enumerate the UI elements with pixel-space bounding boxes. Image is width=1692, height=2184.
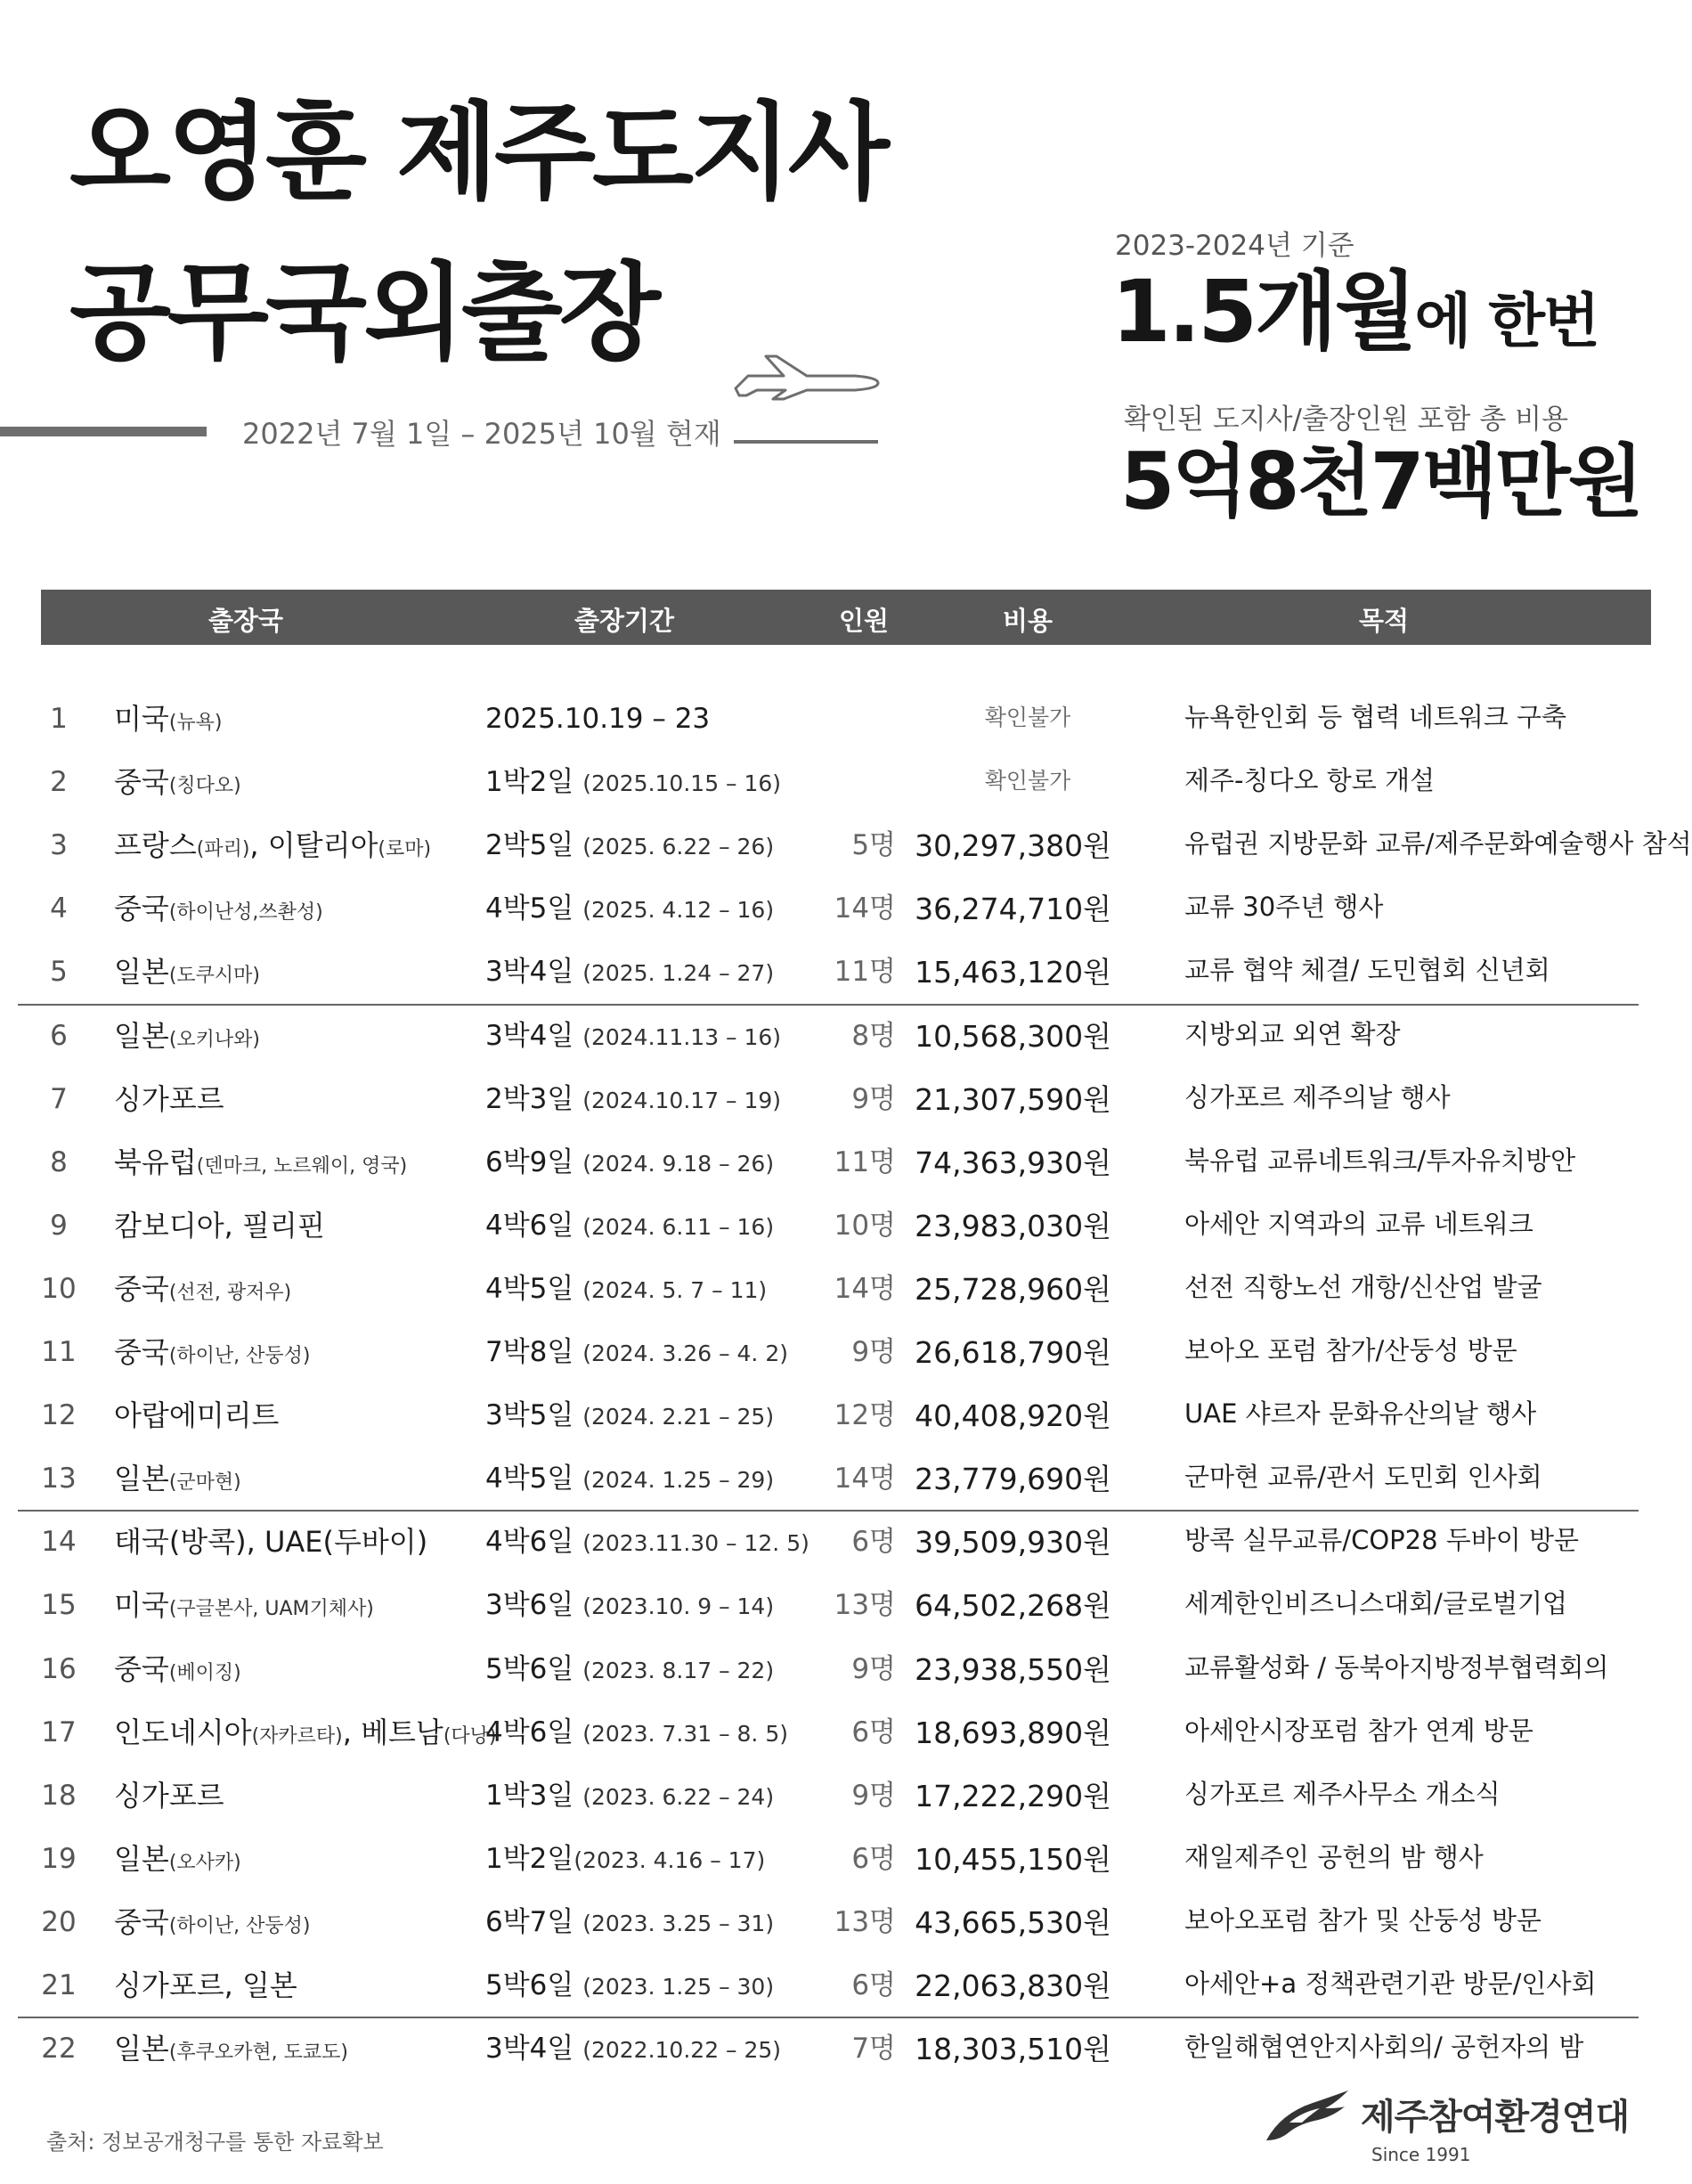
purpose-cell: 아세안+a 정책관련기관 방문/인사회 (1184, 1968, 1597, 1999)
column-header-purpose: 목적 (1358, 606, 1410, 636)
table-row (0, 689, 1692, 752)
period-cell (485, 830, 774, 860)
period-dates: (2024.10.17 – 19) (582, 1088, 782, 1113)
row-number-text: 1 (50, 703, 68, 735)
period-cell (485, 767, 781, 797)
country-detail: (칭다오) (168, 775, 241, 797)
period-dates: (2022.10.22 – 25) (582, 2037, 782, 2063)
people-cell: 6명 (851, 1843, 896, 1875)
country-name: 일본 (114, 1019, 169, 1053)
period-nights: 1박3일 (485, 1780, 583, 1812)
row-number-text: 15 (41, 1589, 77, 1621)
country-cell (114, 704, 223, 735)
period-nights: 3박5일 (485, 1399, 583, 1431)
period-dates: (2023. 1.25 – 30) (582, 1974, 775, 2000)
airplane-icon (730, 349, 882, 401)
period-cell (485, 1590, 774, 1620)
country-detail: (하이난, 산둥성) (168, 1345, 311, 1367)
country-cell (114, 1717, 497, 1748)
total-cost-value: 5억8천7백만원 (1120, 436, 1641, 527)
country-cell (114, 1147, 407, 1178)
people-cell: 11명 (834, 956, 896, 988)
people-cell: 13명 (834, 1589, 896, 1621)
period-dates: (2023. 7.31 – 8. 5) (582, 1721, 788, 1747)
table-row (0, 942, 1692, 1005)
period-nights: 4박5일 (485, 1463, 583, 1495)
table-row (0, 1449, 1692, 1512)
purpose-cell: 아세안시장포럼 참가 연계 방문 (1184, 1715, 1533, 1746)
cost-cell: 64,502,268원 (915, 1588, 1111, 1623)
country-name: 미국 (114, 702, 169, 736)
year-separator (18, 1004, 1639, 1006)
country-cell (114, 1781, 224, 1812)
table-row (0, 1323, 1692, 1385)
country-detail: (파리) (196, 838, 250, 860)
people-cell: 6명 (851, 1716, 896, 1748)
people-cell: 6명 (851, 1969, 896, 2001)
cost-cell: 23,938,550원 (915, 1652, 1111, 1687)
cost-cell: 10,455,150원 (915, 1842, 1111, 1877)
title-line-1: 오영훈 제주도지사 (69, 91, 886, 214)
period-dates: (2024. 6.11 – 16) (582, 1214, 775, 1240)
purpose-cell: 제주-칭다오 항로 개설 (1184, 765, 1436, 795)
row-number-text: 7 (50, 1083, 68, 1115)
frequency-highlight (1111, 262, 1598, 362)
country-name: 일본 (114, 955, 169, 989)
period-nights: 2025.10.19 – 23 (485, 703, 711, 735)
period-cell (485, 1084, 781, 1114)
people-cell: 10명 (834, 1210, 896, 1242)
people-cell: 14명 (834, 1273, 896, 1305)
period-nights: 4박6일 (485, 1210, 583, 1242)
period-nights: 2박5일 (485, 829, 583, 861)
period-nights: 6박7일 (485, 1906, 583, 1938)
purpose-cell: 교류활성화 / 동북아지방정부협력회의 (1184, 1652, 1609, 1683)
country-detail-2: (로마) (378, 838, 432, 860)
title-line-2: 공무국외출장 (69, 251, 657, 374)
row-number-text: 4 (50, 892, 68, 925)
org-name: 제주참여환경연대 (1361, 2097, 1630, 2138)
period-dates: (2023. 6.22 – 24) (582, 1784, 775, 1810)
row-number-text: 13 (41, 1463, 77, 1495)
period-nights: 1박2일 (485, 1843, 574, 1875)
country-cell (114, 767, 241, 798)
purpose-cell: 유럽권 지방문화 교류/제주문화예술행사 참석 (1184, 828, 1692, 859)
purpose-cell: 교류 30주년 행사 (1184, 892, 1384, 922)
period-nights: 4박5일 (485, 892, 583, 925)
purpose-cell: 북유럽 교류네트워크/투자유치방안 (1184, 1145, 1576, 1176)
period-nights: 3박4일 (485, 956, 583, 988)
period-cell (485, 957, 774, 987)
purpose-cell: 보아오 포럼 참가/산둥성 방문 (1184, 1335, 1517, 1365)
period-cell (485, 1527, 809, 1557)
purpose-cell: 지방외교 외연 확장 (1184, 1019, 1401, 1049)
purpose-cell: 세계한인비즈니스대회/글로벌기업 (1184, 1588, 1567, 1618)
table-row (0, 879, 1692, 941)
country-name: 인도네시아 (114, 1715, 252, 1749)
table-row (0, 1196, 1692, 1259)
country-name-2: , 베트남 (342, 1715, 443, 1749)
year-separator (18, 2017, 1639, 2018)
country-name: 캄보디아, 필리핀 (114, 1209, 325, 1243)
country-cell (114, 1084, 224, 1115)
country-name: 일본 (114, 1842, 169, 1876)
country-detail: (오키나와) (168, 1029, 261, 1051)
table-row (0, 1386, 1692, 1448)
row-number-text: 16 (41, 1653, 77, 1685)
country-detail: (후쿠오카현, 도쿄도) (168, 2041, 348, 2064)
cost-cell: 40,408,920원 (915, 1398, 1111, 1433)
country-name: 싱가포르 (114, 1082, 224, 1116)
country-cell (114, 830, 431, 861)
table-row (0, 1830, 1692, 1892)
table-row (0, 816, 1692, 878)
country-name: 태국(방콕), UAE(두바이) (114, 1525, 428, 1559)
cost-cell: 확인불가 (984, 768, 1071, 794)
country-name: 중국 (114, 765, 169, 799)
country-cell (114, 957, 260, 988)
country-detail: (뉴욕) (168, 712, 223, 734)
period-nights: 3박4일 (485, 1020, 583, 1052)
country-cell (114, 1907, 311, 1938)
country-cell (114, 1337, 311, 1368)
frequency-suffix: 에 한번 (1414, 287, 1598, 355)
people-cell: 14명 (834, 892, 896, 925)
period-dates: (2024. 9.18 – 26) (582, 1151, 775, 1177)
row-number-text: 14 (41, 1526, 77, 1558)
country-name: 중국 (114, 892, 169, 925)
table-row (0, 1956, 1692, 2018)
period-dates: (2025. 4.12 – 16) (582, 897, 775, 923)
period-nights: 5박6일 (485, 1969, 583, 2001)
period-dates: (2024. 5. 7 – 11) (582, 1277, 768, 1303)
period-dates: (2024. 3.26 – 4. 2) (582, 1341, 788, 1366)
table-row (0, 1893, 1692, 1955)
period-dates: (2023. 4.16 – 17) (573, 1847, 766, 1873)
people-cell: 9명 (851, 1083, 896, 1115)
country-detail: (베이징) (168, 1662, 241, 1684)
year-separator (18, 1510, 1639, 1512)
period-nights: 7박8일 (485, 1336, 583, 1368)
purpose-cell: 선전 직항노선 개항/신산업 발굴 (1184, 1272, 1542, 1302)
country-cell (114, 1527, 427, 1558)
table-row (0, 1259, 1692, 1322)
country-detail: (하이난, 산둥성) (168, 1915, 311, 1937)
people-cell: 6명 (851, 1526, 896, 1558)
country-name: 일본 (114, 1462, 169, 1495)
country-detail: (도쿠시마) (168, 965, 261, 987)
period-dates: (2025. 1.24 – 27) (582, 960, 775, 986)
row-number-text: 6 (50, 1020, 68, 1052)
people-cell: 13명 (834, 1906, 896, 1938)
country-name: 중국 (114, 1905, 169, 1939)
purpose-cell: UAE 샤르자 문화유산의날 행사 (1184, 1398, 1537, 1429)
country-name: 미국 (114, 1588, 169, 1622)
cost-cell: 36,274,710원 (915, 892, 1111, 926)
period-dates: (2025. 6.22 – 26) (582, 834, 775, 860)
cost-cell: 43,665,530원 (915, 1905, 1111, 1940)
purpose-cell: 방콕 실무교류/COP28 두바이 방문 (1184, 1525, 1580, 1555)
table-row (0, 1006, 1692, 1069)
table-row (0, 1512, 1692, 1575)
people-cell: 5명 (851, 829, 896, 861)
table-row (0, 1576, 1692, 1638)
accent-bar (0, 427, 207, 436)
people-cell: 9명 (851, 1780, 896, 1812)
country-detail: (자카르타) (251, 1725, 343, 1748)
table-row (0, 1640, 1692, 1702)
cost-cell: 25,728,960원 (915, 1272, 1111, 1307)
period-cell (485, 893, 774, 924)
table-row (0, 2019, 1692, 2082)
country-name: 싱가포르 (114, 1779, 224, 1813)
period-dates: (2023. 3.25 – 31) (582, 1911, 775, 1936)
country-detail-2: (다낭) (443, 1725, 497, 1748)
column-header-people: 인원 (838, 606, 890, 636)
purpose-cell: 아세안 지역과의 교류 네트워크 (1184, 1209, 1533, 1239)
country-cell (114, 1021, 260, 1052)
cost-cell: 15,463,120원 (915, 955, 1111, 990)
period-dates: (2024. 2.21 – 25) (582, 1404, 775, 1430)
cost-cell: 22,063,830원 (915, 1968, 1111, 2003)
country-cell (114, 1654, 241, 1685)
cost-cell: 74,363,930원 (915, 1145, 1111, 1180)
row-number-text: 20 (41, 1906, 77, 1938)
period-nights: 1박2일 (485, 766, 583, 798)
row-number-text: 12 (41, 1399, 77, 1431)
period-cell (485, 1021, 781, 1051)
purpose-cell: 보아오포럼 참가 및 산둥성 방문 (1184, 1905, 1542, 1935)
country-detail: (구글본사, UAM기체사) (168, 1598, 374, 1620)
table-row (0, 1070, 1692, 1132)
country-detail: (하이난성,쓰촨성) (168, 901, 323, 924)
purpose-cell: 뉴욕한인회 등 협력 네트워크 구축 (1184, 702, 1567, 732)
period-nights: 3박4일 (485, 2033, 583, 2065)
column-header-country: 출장국 (207, 606, 284, 636)
frequency-value: 1.5개월 (1111, 262, 1415, 362)
country-detail: (선전, 광저우) (168, 1282, 292, 1304)
period-cell (485, 1463, 774, 1494)
row-number-text: 8 (50, 1146, 68, 1178)
row-number-text: 9 (50, 1210, 68, 1242)
country-cell (114, 1844, 241, 1875)
report-period: 2022년 7월 1일 – 2025년 10월 현재 (242, 417, 721, 451)
period-cell (485, 1844, 765, 1874)
country-name: 싱가포르, 일본 (114, 1968, 297, 2002)
period-cell (485, 1147, 774, 1178)
row-number-text: 19 (41, 1843, 77, 1875)
country-name: 프랑스 (114, 828, 197, 862)
country-name: 중국 (114, 1652, 169, 1686)
period-cell (485, 1274, 767, 1304)
people-cell: 14명 (834, 1463, 896, 1495)
period-nights: 6박9일 (485, 1146, 583, 1178)
period-cell (485, 1781, 774, 1811)
period-nights: 4박6일 (485, 1526, 583, 1558)
period-cell (485, 1907, 774, 1937)
period-dates: (2024. 1.25 – 29) (582, 1467, 775, 1493)
period-cell (485, 1717, 788, 1748)
country-cell (114, 1463, 241, 1495)
cost-cell: 21,307,590원 (915, 1082, 1111, 1117)
period-cell (485, 704, 710, 734)
country-name: 아랍에미리트 (114, 1398, 280, 1432)
table-row (0, 1133, 1692, 1195)
org-since: Since 1991 (1371, 2144, 1471, 2165)
people-cell: 12명 (834, 1399, 896, 1431)
source-note: 출처: 정보공개청구를 통한 자료확보 (46, 2130, 384, 2155)
people-cell: 7명 (851, 2033, 896, 2065)
country-detail: (오사카) (168, 1852, 241, 1874)
people-cell: 8명 (851, 1020, 896, 1052)
total-cost-label: 확인된 도지사/출장인원 포함 총 비용 (1124, 403, 1569, 436)
cost-cell: 39,509,930원 (915, 1525, 1111, 1560)
period-dates: (2023.10. 9 – 14) (582, 1593, 775, 1619)
period-nights: 2박3일 (485, 1083, 583, 1115)
row-number-text: 22 (41, 2033, 77, 2065)
country-cell (114, 2033, 348, 2065)
row-number-text: 5 (50, 956, 68, 988)
period-nights: 3박6일 (485, 1589, 583, 1621)
cost-cell: 18,303,510원 (915, 2032, 1111, 2066)
country-name: 중국 (114, 1335, 169, 1369)
bird-logo-icon (1263, 2087, 1352, 2147)
country-name-2: , 이탈리아 (249, 828, 378, 862)
column-header-cost: 비용 (1002, 606, 1053, 636)
row-number-text: 10 (41, 1273, 77, 1305)
period-nights: 5박6일 (485, 1653, 583, 1685)
people-cell: 9명 (851, 1336, 896, 1368)
country-name: 일본 (114, 2032, 169, 2066)
purpose-cell: 싱가포르 제주의날 행사 (1184, 1082, 1451, 1112)
period-nights: 4박6일 (485, 1716, 583, 1748)
country-detail: (군마현) (168, 1471, 241, 1494)
table-header (41, 590, 1651, 645)
table-row (0, 753, 1692, 815)
cost-cell: 26,618,790원 (915, 1335, 1111, 1370)
purpose-cell: 한일해협연안지사회의/ 공헌자의 밤 (1184, 2032, 1584, 2062)
row-number-text: 2 (50, 766, 68, 798)
row-number-text: 11 (41, 1336, 77, 1368)
period-dates: (2025.10.15 – 16) (582, 770, 782, 796)
cost-cell: 확인불가 (984, 705, 1071, 730)
country-cell (114, 1400, 279, 1431)
row-number-text: 18 (41, 1780, 77, 1812)
period-cell (485, 1210, 774, 1241)
period-dates: (2023. 8.17 – 22) (582, 1658, 775, 1683)
period-cell (485, 1654, 774, 1684)
country-name: 중국 (114, 1272, 169, 1306)
period-cell (485, 1337, 788, 1367)
period-dates: (2023.11.30 – 12. 5) (582, 1530, 809, 1556)
country-cell (114, 1210, 325, 1242)
period-nights: 4박5일 (485, 1273, 583, 1305)
airplane-ground-line (734, 440, 878, 444)
country-name: 북유럽 (114, 1145, 197, 1179)
cost-cell: 18,693,890원 (915, 1715, 1111, 1750)
people-cell: 9명 (851, 1653, 896, 1685)
cost-cell: 10,568,300원 (915, 1019, 1111, 1054)
row-number-text: 17 (41, 1716, 77, 1748)
country-cell (114, 1274, 291, 1305)
purpose-cell: 군마현 교류/관서 도민회 인사회 (1184, 1462, 1542, 1492)
people-cell: 11명 (834, 1146, 896, 1178)
country-detail: (덴마크, 노르웨이, 영국) (196, 1155, 408, 1178)
country-cell (114, 1970, 297, 2001)
cost-cell: 17,222,290원 (915, 1779, 1111, 1813)
cost-cell: 30,297,380원 (915, 828, 1111, 863)
country-cell (114, 1590, 374, 1621)
cost-cell: 23,983,030원 (915, 1209, 1111, 1243)
table-row (0, 1703, 1692, 1765)
period-cell (485, 2033, 781, 2064)
basis-label: 2023-2024년 기준 (1115, 230, 1354, 262)
period-cell (485, 1400, 774, 1430)
country-cell (114, 893, 323, 925)
purpose-cell: 교류 협약 체결/ 도민협회 신년회 (1184, 955, 1550, 985)
purpose-cell: 싱가포르 제주사무소 개소식 (1184, 1779, 1501, 1809)
table-row (0, 1766, 1692, 1829)
period-cell (485, 1970, 774, 2001)
column-header-period: 출장기간 (573, 606, 675, 636)
row-number-text: 21 (41, 1969, 77, 2001)
purpose-cell: 재일제주인 공헌의 밤 행사 (1184, 1842, 1484, 1872)
cost-cell: 23,779,690원 (915, 1462, 1111, 1496)
period-dates: (2024.11.13 – 16) (582, 1024, 782, 1050)
row-number-text: 3 (50, 829, 68, 861)
